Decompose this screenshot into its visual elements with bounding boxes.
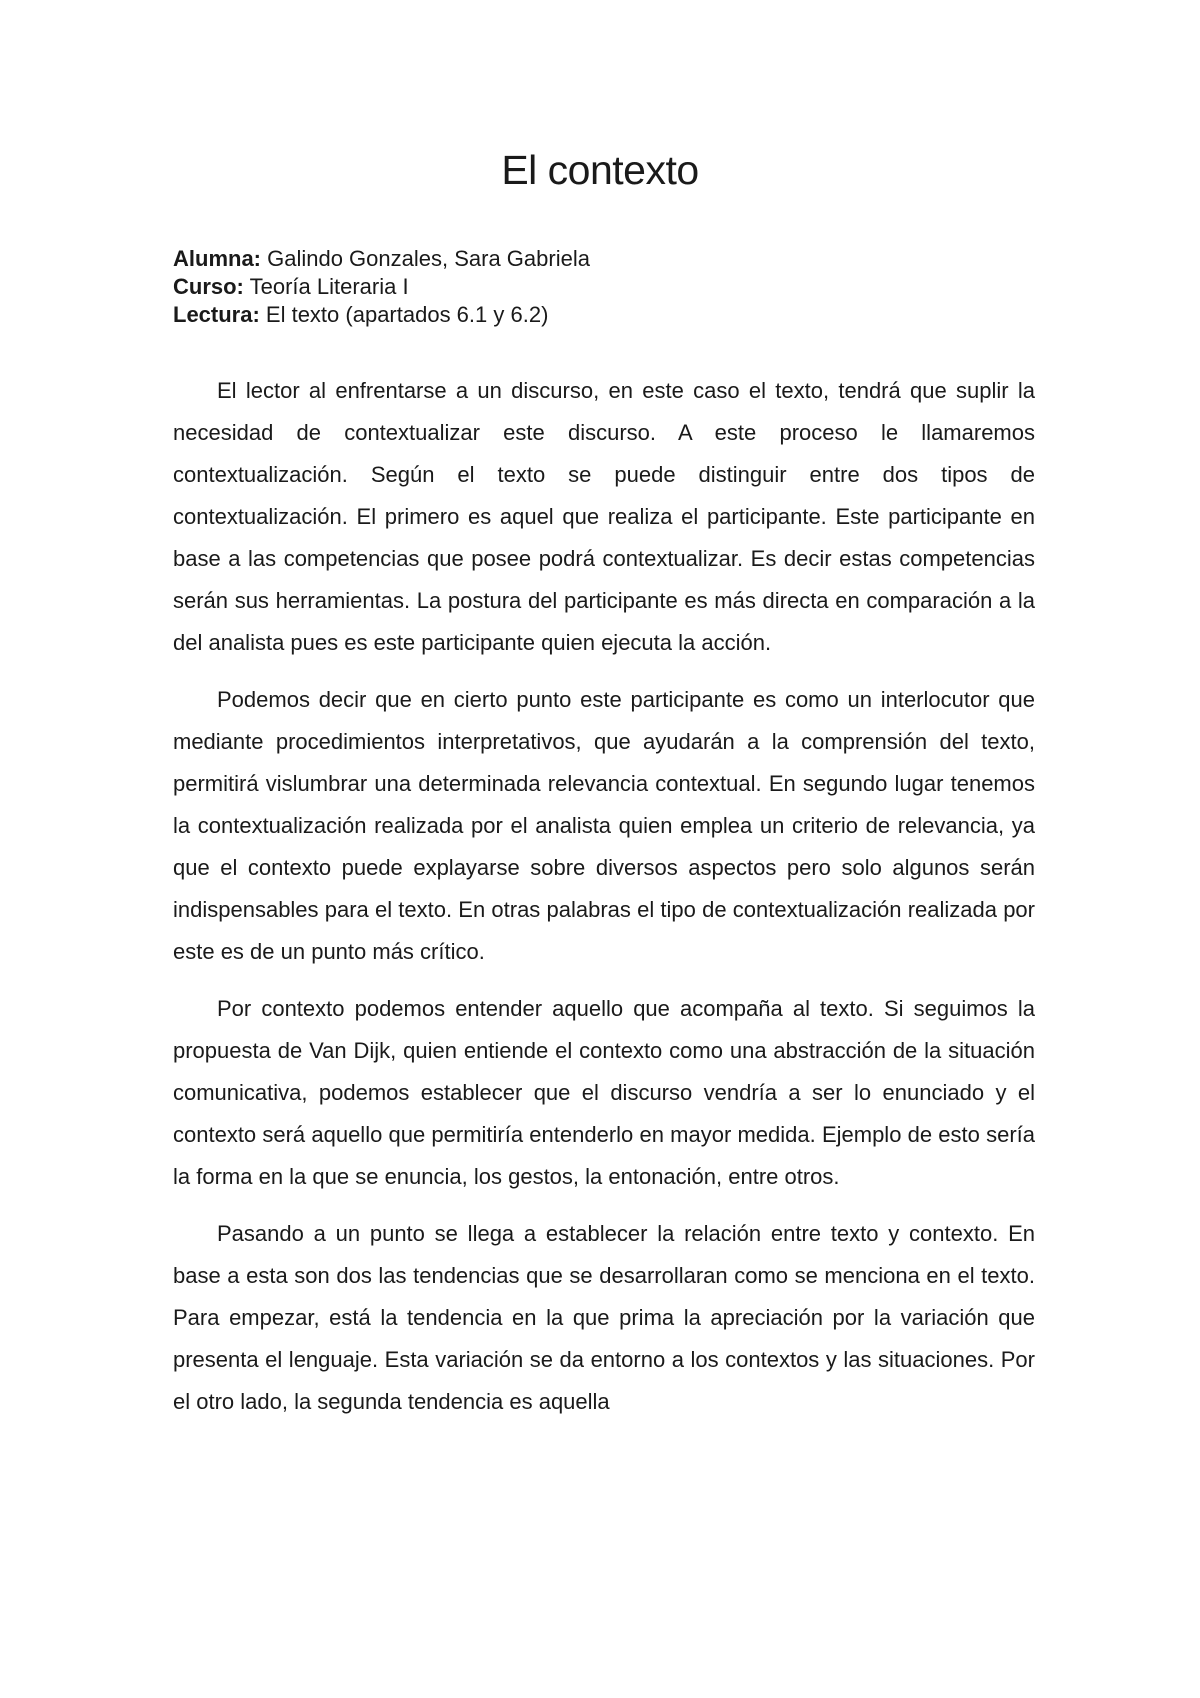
meta-student-value: Galindo Gonzales, Sara Gabriela (261, 246, 590, 271)
body-paragraph: Podemos decir que en cierto punto este participante es como un interlocutor que mediante procedimientos interpretativos, que ayudarán a la comprensión del texto, permitirá vislumbrar una determinada relevancia contextual. En segundo lugar tenemos la contextualización realizada por el analista quien emplea un criterio de relevancia, ya que el contexto puede explayarse sobre diversos aspectos pero solo algunos serán indispensables para el texto. En otras palabras el tipo de contextualización realizada por este es de un punto más crítico. (173, 687, 1035, 964)
document-body (173, 370, 1035, 1438)
meta-course (173, 273, 1033, 301)
meta-reading-value: El texto (apartados 6.1 y 6.2) (259, 302, 549, 327)
meta-student-label: Alumna: (173, 246, 261, 271)
meta-student (173, 245, 1033, 273)
meta-course-value: Teoría Literaria I (243, 274, 409, 299)
meta-course-label: Curso: (173, 274, 244, 299)
document-title: El contexto (501, 147, 699, 193)
document-meta (173, 245, 1033, 329)
meta-reading (173, 301, 1033, 329)
meta-reading-label: Lectura: (173, 302, 260, 327)
body-paragraph: El lector al enfrentarse a un discurso, en este caso el texto, tendrá que suplir la necesidad de contextualizar este discurso. A este proceso le llamaremos contextualización. Según el texto se puede distinguir entre dos tipos de contextualización. El primero es aquel que realiza el participante. Este participante en base a las competencias que posee podrá contextualizar. Es decir estas competencias serán sus herramientas. La postura del participante es más directa en comparación a la del analista pues es este participante quien ejecuta la acción. (173, 378, 1035, 655)
body-paragraph: Por contexto podemos entender aquello que acompaña al texto. Si seguimos la propuesta de Van Dijk, quien entiende el contexto como una abstracción de la situación comunicativa, podemos establecer que el discurso vendría a ser lo enunciado y el contexto será aquello que permitiría entenderlo en mayor medida. Ejemplo de esto sería la forma en la que se enuncia, los gestos, la entonación, entre otros. (173, 996, 1035, 1189)
body-paragraph: Pasando a un punto se llega a establecer la relación entre texto y contexto. En base a esta son dos las tendencias que se desarrollaran como se menciona en el texto. Para empezar, está la tendencia en la que prima la apreciación por la variación que presenta el lenguaje. Esta variación se da entorno a los contextos y las situaciones. Por el otro lado, la segunda tendencia es aquella (173, 1221, 1035, 1414)
